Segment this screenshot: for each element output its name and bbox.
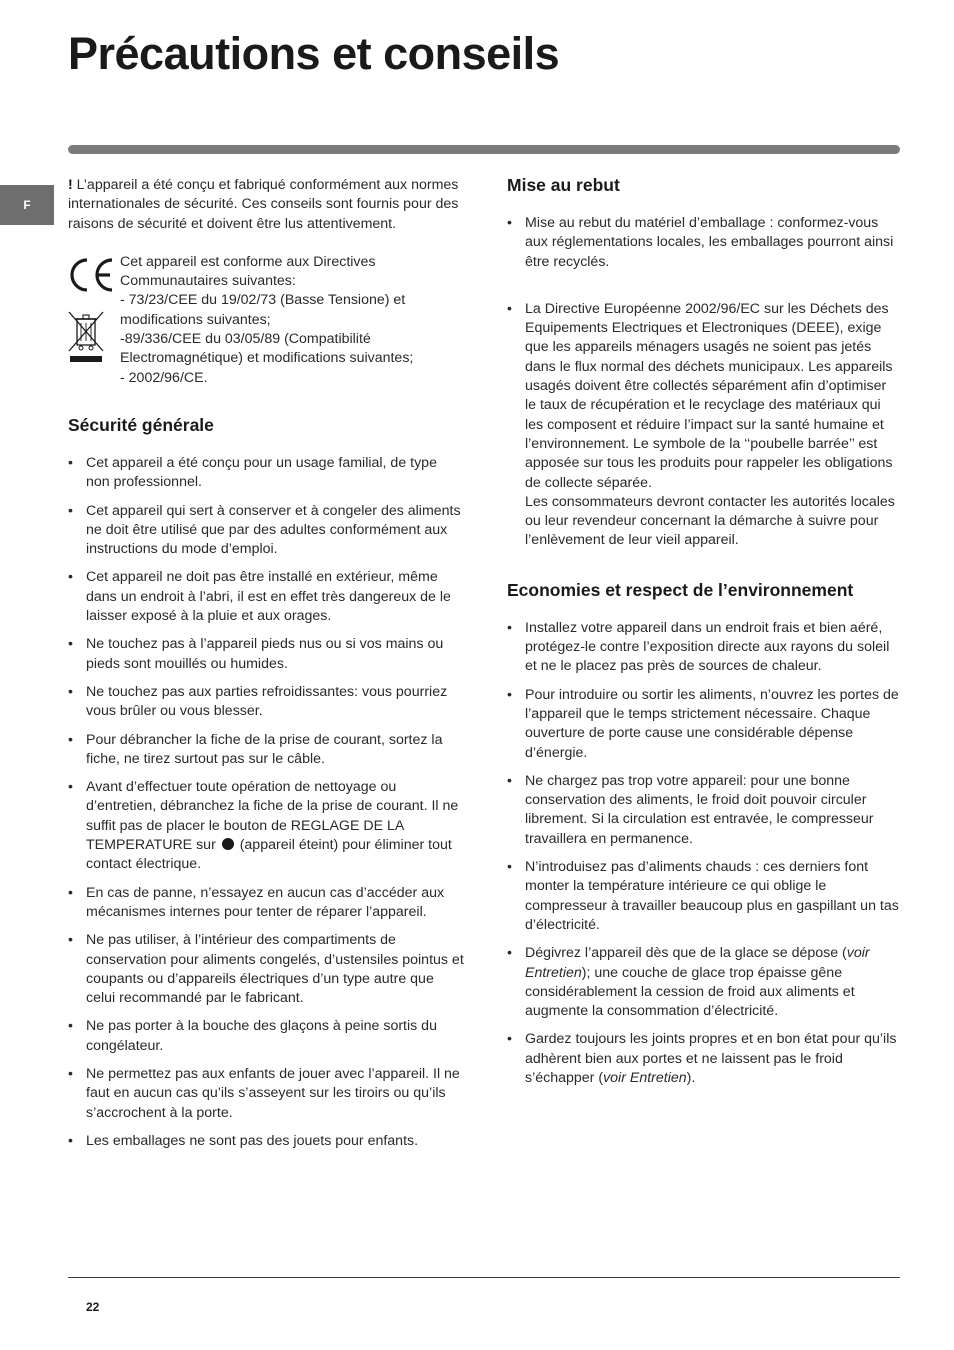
page-number: 22 [86,1300,100,1314]
list-item: • Ne chargez pas trop votre appareil: pour une bonne conservation des aliments, le froid doit pouvoir circuler librement. Si la circulation est entravée, le compresseur travaillera en permanence. [507,772,900,849]
intro-paragraph [68,176,464,234]
list-item: • Pour introduire ou sortir les aliments, n’ouvrez les portes de l’appareil que le temps strictement nécessaire. Chaque ouverture de porte cause une considérable dépense d’énergie. [507,686,900,763]
list-item: • Mise au rebut du matériel d’emballage : conformez-vous aux réglementations locales, les emballages pourront ainsi être recyclés. [507,214,900,272]
list-item-text: Les consommateurs devront contacter les autorités locales ou leur revendeur concernant la démarche à suivre pour l’enlèvement de leur vieil appareil. [525,493,895,549]
list-item-text: Dégivrez l’appareil dès que de la glace se dépose ( [525,945,847,962]
list-item: • Cet appareil qui sert à conserver et à congeler des aliments ne doit être utilisé que par des adultes conformément aux instructions du mode d’emploi. [68,502,464,560]
section-heading-securite: Sécurité générale [68,414,214,435]
list-item: • Les emballages ne sont pas des jouets pour enfants. [68,1132,464,1151]
list-item: • Cet appareil ne doit pas être installé en extérieur, même dans un endroit à l’abri, il est en effet très dangereux de le laisser exposé à la pluie et aux orages. [68,568,464,626]
list-item [507,300,900,551]
section-heading-rebut: Mise au rebut [507,175,620,195]
list-item: • En cas de panne, n’essayez en aucun cas d’accéder aux mécanismes internes pour tenter de réparer l’appareil. [68,884,464,923]
list-item: • Ne pas utiliser, à l’intérieur des compartiments de conservation pour aliments congelés, d’ustensiles pointus et coupants ou d’appareils électriques d’un type autre que celui recommandé par le fabricant. [68,931,464,1008]
conformity-icons [68,253,120,371]
cross-reference: voir Entretien [525,945,870,981]
list-item: • Installez votre appareil dans un endroit frais et bien aéré, protégez-le contre l’exposition directe aux rayons du soleil et ne le placez pas près de sources de chaleur. [507,619,900,677]
page-title: Précautions et conseils [68,28,560,79]
conformity-line: Cet appareil est conforme aux Directives Communautaires suivantes: [120,253,376,290]
footer-divider [68,1277,900,1278]
list-item-text: (appareil éteint) pour éliminer tout contact électrique. [86,837,452,873]
list-item: • Ne pas porter à la bouche des glaçons à peine sortis du congélateur. [68,1017,464,1056]
list-item-text: La Directive Européenne 2002/96/EC sur les Déchets des Equipements Electriques et Electroniques (DEEE), exige que les appareils ménagers usagés ne soient pas jetés dans le flux normal des déchets municipaux. Les appareils usagés doivent être collectés séparément afin d’optimiser le taux de récupération et le recyclage des matériaux qui les composent et réduire l’impact sur la santé humaine et l’environnement. Le symbole de la ‘‘poubelle barrée’’ est apposée sur tous les produits pour rappeler les obligations de collecte séparée. [525,300,893,491]
list-item: • Ne touchez pas à l’appareil pieds nus ou si vos mains ou pieds sont mouillés ou humides. [68,635,464,674]
conformity-text [120,253,464,388]
list-item-text: ). [686,1069,696,1086]
header-divider [68,145,900,154]
list-item-text: Gardez toujours les joints propres et en bon état pour qu’ils adhèrent bien aux portes et ne laissent pas le froid s’échapper ( [525,1031,897,1086]
cross-reference: voir Entretien [603,1069,687,1086]
list-item [507,1030,900,1088]
securite-list [68,454,464,1151]
list-item-text: ); une couche de glace trop épaisse gêne considérablement la cession de froid aux aliments et augmente la consommation d’électricité. [525,964,855,1020]
intro-text: L’appareil a été conçu et fabriqué conformément aux normes internationales de sécurité. Ces conseils sont fournis pour des raisons de sécurité et doivent être lus attentivement. [68,177,459,232]
eco-list [507,619,900,1089]
conformity-line: - 2002/96/CE. [120,369,208,386]
conformity-line: - 73/23/CEE du 19/02/73 (Basse Tensione) et modifications suivantes; [120,292,406,328]
rebut-list [507,214,900,551]
conformity-block [68,253,464,388]
list-item [68,778,464,874]
list-item: • Cet appareil a été conçu pour un usage familial, de type non professionnel. [68,454,464,493]
list-item: • Ne touchez pas aux parties refroidissantes: vous pourriez vous brûler ou vous blesser. [68,683,464,722]
list-item [507,944,900,1021]
section-heading-eco: Economies et respect de l’environnement [507,579,854,600]
ce-mark-icon [68,257,116,293]
warning-mark: ! [68,177,73,193]
right-column [507,174,900,1097]
list-item: • Ne permettez pas aux enfants de jouer avec l’appareil. Il ne faut en aucun cas qu’ils s’asseyent sur les tiroirs ou qu’ils s’accrochent à la porte. [68,1065,464,1123]
list-item: • Pour débrancher la fiche de la prise de courant, sortez la fiche, ne tirez surtout pas sur le câble. [68,731,464,770]
list-item-text: Avant d’effectuer toute opération de nettoyage ou d’entretien, débranchez la fiche de la prise de courant. Il ne suffit pas de placer le bouton de REGLAGE DE LA TEMPERATURE sur [86,779,459,854]
left-column [68,174,464,1160]
off-position-dot-icon [222,838,234,850]
conformity-line: -89/336/CEE du 03/05/89 (Compatibilité Electromagnétique) et modifications suivantes; [120,331,414,367]
crossed-bin-icon [68,311,104,365]
list-item: • N’introduisez pas d’aliments chauds : ces derniers font monter la température intérieure ce qui oblige le compresseur à travailler beaucoup plus en gaspillant un tas d’électricité. [507,858,900,935]
language-tab: F [0,185,54,225]
